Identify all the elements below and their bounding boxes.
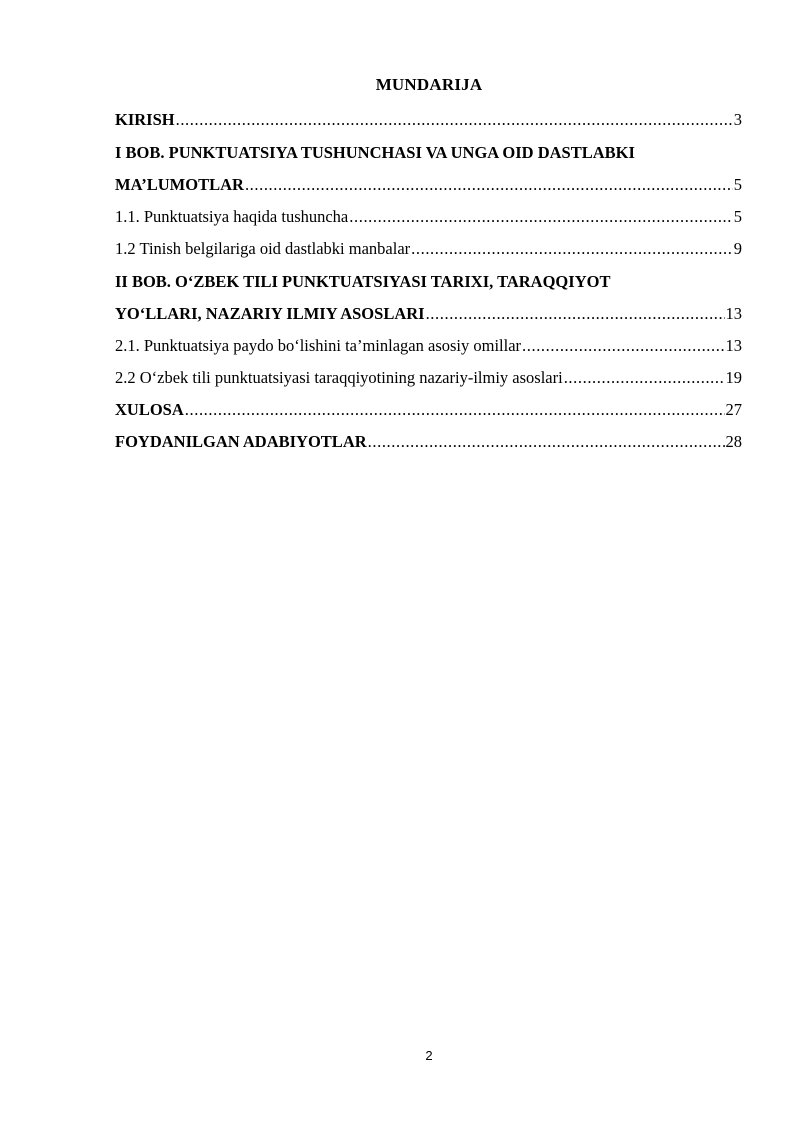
toc-entry-section-2-2[interactable] [115,368,742,388]
toc-entry-page: 27 [725,400,742,419]
toc-entry-page: 19 [725,368,742,387]
toc-entry-label: KIRISH [115,110,175,129]
dot-leader [411,239,733,259]
toc-entry-label: 2.1. Punktuatsiya paydo bo‘lishini ta’minlagan asosiy omillar [115,336,522,355]
dot-leader [368,432,725,452]
toc-entry-page: 5 [733,207,742,226]
dot-leader [426,304,725,324]
toc-entry-label-line1: II BOB. O‘ZBEK TILI PUNKTUATSIYASI TARIXI, TARAQQIYOT [115,272,611,291]
toc-entry-kirish[interactable] [115,110,742,130]
toc-entry-adabiyotlar[interactable] [115,432,742,452]
dot-leader [185,400,725,420]
toc-entry-page: 13 [725,304,742,323]
toc-entry-page: 3 [733,110,742,129]
toc-entry-page: 9 [733,239,742,258]
toc-entry-chapter-2[interactable] [115,272,742,324]
dot-leader [245,175,733,195]
toc-entry-label-line1: I BOB. PUNKTUATSIYA TUSHUNCHASI VA UNGA OID DASTLABKI [115,143,635,162]
toc-entry-label: FOYDANILGAN ADABIYOTLAR [115,432,367,451]
toc-entry-label: XULOSA [115,400,184,419]
toc-entry-page: 28 [725,432,742,451]
dot-leader [349,207,732,227]
toc-entry-chapter-1[interactable] [115,143,742,195]
toc-entry-page: 13 [725,336,742,355]
dot-leader [522,336,724,356]
toc-entry-label: YO‘LLARI, NAZARIY ILMIY ASOSLARI [115,304,425,323]
dot-leader [176,110,733,130]
toc-entry-section-2-1[interactable] [115,336,742,356]
toc-entry-page: 5 [733,175,742,194]
toc-entry-label: 1.2 Tinish belgilariga oid dastlabki manbalar [115,239,411,258]
dot-leader [564,368,725,388]
toc-entry-section-1-1[interactable] [115,207,742,227]
toc-entry-xulosa[interactable] [115,400,742,420]
toc-entry-section-1-2[interactable] [115,239,742,259]
toc-entry-label: MA’LUMOTLAR [115,175,244,194]
page-number: 2 [425,1048,433,1063]
toc-title: MUNDARIJA [375,75,483,94]
toc-entry-label: 2.2 O‘zbek tili punktuatsiyasi taraqqiyotining nazariy-ilmiy asoslari [115,368,563,387]
toc-entry-label: 1.1. Punktuatsiya haqida tushuncha [115,207,349,226]
